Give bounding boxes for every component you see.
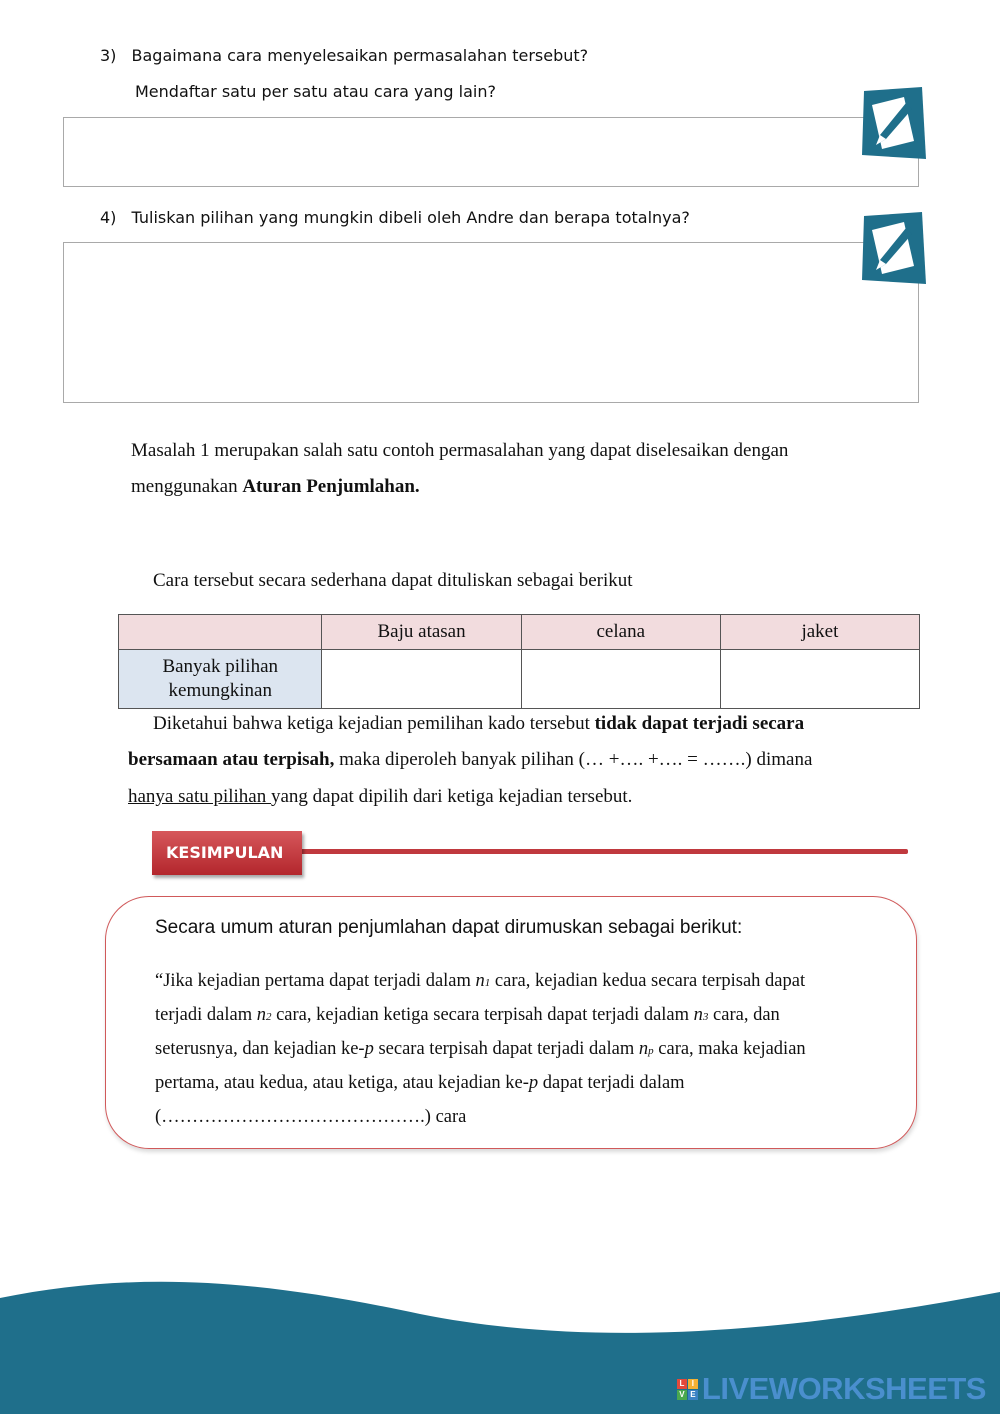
question-text: Bagaimana cara menyelesaikan permasalahan tersebut? [131, 46, 589, 65]
rule-text-seg: dapat terjadi dalam [538, 1073, 685, 1093]
rule-line-4 [155, 1073, 895, 1094]
table-header-celana: celana [521, 615, 720, 650]
masalah-line-2 [131, 476, 420, 498]
choice-table [118, 614, 920, 709]
row-label [119, 650, 322, 709]
kesimpulan-heading: Secara umum aturan penjumlahan dapat dirumuskan sebagai berikut: [155, 917, 743, 938]
table-row [119, 650, 920, 709]
diketahui-line-1 [153, 713, 804, 735]
pencil-note-icon [860, 87, 926, 159]
kesimpulan-rule [300, 849, 908, 854]
rule-text-seg: cara, kejadian kedua secara terpisah dapat [490, 971, 806, 991]
question-text: Tuliskan pilihan yang mungkin dibeli oleh Andre dan berapa totalnya? [131, 208, 690, 227]
brand-name: LIVEWORKSHEETS [701, 1371, 986, 1406]
diketahui-text-2: maka diperoleh banyak pilihan (… +…. +…. = …….) dimana [334, 749, 813, 770]
var-n: n [693, 1005, 703, 1025]
table-header-row [119, 615, 920, 650]
answer-box-4[interactable] [63, 242, 919, 403]
cara-intro: Cara tersebut secara sederhana dapat dituliskan sebagai berikut [153, 570, 633, 591]
brand-logo-icon [677, 1379, 698, 1400]
table-header-jaket: jaket [720, 615, 919, 650]
row-label-line-1: Banyak pilihan [162, 656, 279, 677]
question-3-subtext: Mendaftar satu per satu atau cara yang lain? [135, 82, 496, 101]
diketahui-line-2 [128, 749, 812, 771]
table-header-empty [119, 615, 322, 650]
input-jaket[interactable] [721, 650, 923, 708]
answer-input-4[interactable] [64, 243, 918, 402]
rule-text-seg: secara terpisah dapat terjadi dalam [373, 1039, 639, 1059]
logo-letter: I [688, 1379, 698, 1389]
kesimpulan-label: KESIMPULAN [152, 831, 302, 875]
rule-line-1 [155, 971, 895, 992]
cell-baju[interactable] [322, 650, 521, 709]
logo-letter: E [688, 1390, 698, 1400]
question-number: 4) [100, 208, 117, 227]
subscript-1: 1 [484, 977, 491, 989]
rule-text-seg: terjadi dalam [155, 1005, 257, 1025]
pencil-note-icon [860, 212, 926, 284]
rule-line-2 [155, 1005, 895, 1026]
subscript-2: 2 [265, 1011, 272, 1023]
diketahui-bold: tidak dapat terjadi secara [594, 713, 805, 734]
cell-celana[interactable] [521, 650, 720, 709]
input-celana[interactable] [522, 650, 724, 708]
rule-text-seg: seterusnya, dan kejadian ke- [155, 1039, 365, 1059]
aturan-penjumlahan: Aturan Penjumlahan. [242, 476, 420, 497]
rule-text-seg: cara, maka kejadian [653, 1039, 806, 1059]
rule-text-seg: “Jika kejadian pertama dapat terjadi dalam [155, 971, 476, 991]
answer-input-3[interactable] [64, 118, 918, 186]
logo-letter: L [677, 1379, 687, 1389]
row-label-line-2: kemungkinan [168, 680, 272, 701]
question-4 [100, 208, 690, 227]
diketahui-text-3: yang dapat dipilih dari ketiga kejadian tersebut. [271, 786, 633, 807]
cell-jaket[interactable] [720, 650, 919, 709]
var-p: p [528, 1073, 539, 1093]
masalah-prefix: menggunakan [131, 476, 243, 497]
diketahui-underline: hanya satu pilihan [128, 786, 271, 807]
answer-box-3[interactable] [63, 117, 919, 187]
var-p: p [364, 1039, 374, 1059]
subscript-p: p [648, 1045, 654, 1057]
subscript-3: 3 [702, 1011, 709, 1023]
rule-line-3 [155, 1039, 895, 1060]
liveworksheets-brand [677, 1372, 986, 1406]
diketahui-text: Diketahui bahwa ketiga kejadian pemilihan kado tersebut [153, 713, 595, 734]
diketahui-line-3 [128, 786, 632, 808]
table-header-baju: Baju atasan [322, 615, 521, 650]
logo-letter: V [677, 1390, 687, 1400]
question-number: 3) [100, 46, 117, 65]
rule-text-seg: cara, dan [708, 1005, 780, 1025]
rule-line-5: (…………………………………….) cara [155, 1107, 467, 1127]
var-n: n [256, 1005, 266, 1025]
var-n: n [475, 971, 485, 991]
masalah-line-1: Masalah 1 merupakan salah satu contoh permasalahan yang dapat diselesaikan dengan [131, 440, 789, 461]
var-n: n [638, 1039, 649, 1059]
question-3 [100, 46, 588, 65]
rule-text-seg: cara, kejadian ketiga secara terpisah dapat terjadi dalam [271, 1005, 694, 1025]
rule-text-seg: pertama, atau kedua, atau ketiga, atau kejadian ke- [155, 1073, 529, 1093]
input-baju[interactable] [322, 650, 524, 708]
diketahui-bold-2: bersamaan atau terpisah, [128, 749, 335, 770]
